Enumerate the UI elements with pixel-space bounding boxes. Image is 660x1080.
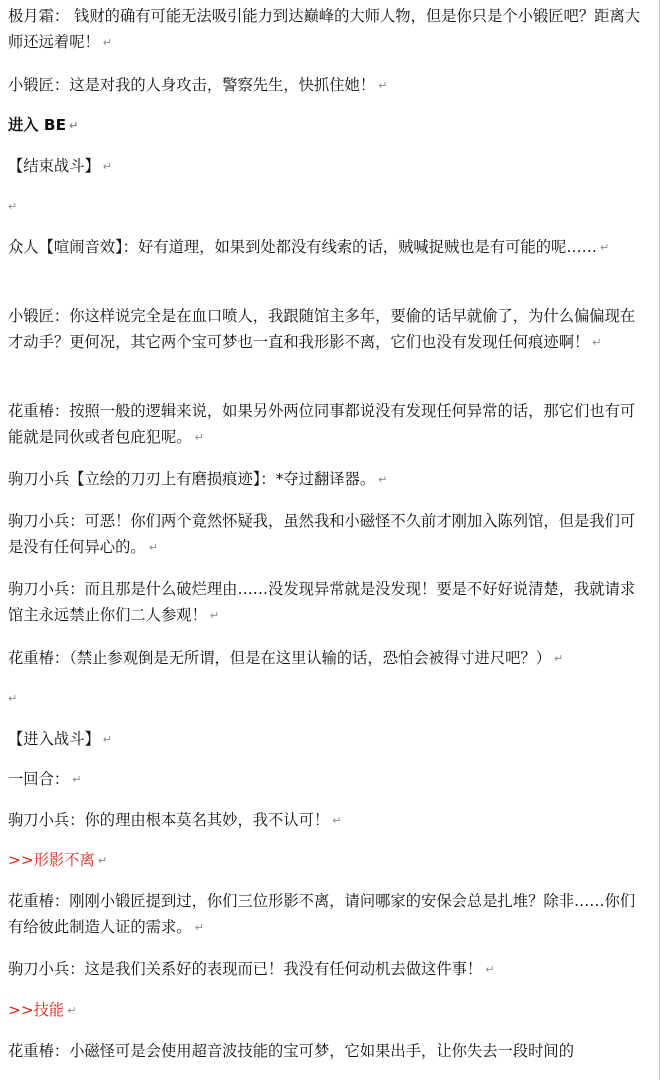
paragraph-mark-icon: ↵: [194, 921, 204, 934]
paragraph-mark-icon: ↵: [378, 79, 388, 92]
paragraph-18: [8, 888, 646, 941]
paragraph-text: 【进入战斗】: [8, 730, 100, 748]
paragraph-text: 花重椿：按照一般的逻辑来说，如果另外两位同事都说没有发现任何异常的话，那它们也有可能就是同伙或者包庇犯呢。: [8, 402, 636, 446]
paragraph-text: 驹刀小兵【立绘的刀刃上有磨损痕迹】：*夺过翻译器。: [8, 470, 376, 488]
paragraph-21: [8, 1038, 646, 1064]
paragraph-mark-icon: ↵: [67, 1004, 77, 1017]
paragraph-20: [8, 997, 646, 1024]
paragraph-text: 驹刀小兵：可恶！你们两个竟然怀疑我，虽然我和小磁怪不久前才刚加入陈列馆，但是我们可是没有任何异心的。: [8, 512, 636, 556]
paragraph-2: [8, 72, 646, 99]
paragraph-11: [8, 576, 646, 629]
paragraph-text: 花重椿：小磁怪可是会使用超音波技能的宝可梦，它如果出手，让你失去一段时间的: [8, 1042, 574, 1060]
paragraph-mark-icon: ↵: [69, 119, 79, 132]
paragraph-mark-icon: ↵: [332, 814, 342, 827]
paragraph-mark-icon: ↵: [102, 733, 113, 746]
paragraph-text: 极月霜： 钱财的确有可能无法吸引能力到达巅峰的大师人物，但是你只是个小锻匠吧？距离大师还远着呢！: [8, 7, 641, 51]
paragraph-text: 驹刀小兵：这是我们关系好的表现而已！我没有任何动机去做这件事！: [8, 960, 483, 978]
paragraph-mark-icon: ↵: [102, 160, 113, 173]
paragraph-text: 驹刀小兵：而且那是什么破烂理由……没发现异常就是没发现！要是不好好说清楚，我就请求馆主永远禁止你们二人参观！: [8, 580, 636, 624]
paragraph-text: 小锻匠：你这样说完全是在血口喷人，我跟随馆主多年，要偷的话早就偷了，为什么偏偏现在才动手？更何况，其它两个宝可梦也一直和我形影不离，它们也没有发现任何痕迹啊！: [8, 307, 636, 351]
paragraph-13-empty: [8, 685, 646, 712]
paragraph-text: 驹刀小兵：你的理由根本莫名其妙，我不认可！: [8, 811, 330, 829]
paragraph-16: [8, 807, 646, 834]
paragraph-3: [8, 112, 646, 139]
paragraph-10: [8, 508, 646, 561]
paragraph-6: [8, 234, 646, 261]
paragraph-mark-icon: ↵: [485, 963, 495, 976]
paragraph-mark-icon: ↵: [8, 692, 18, 705]
paragraph-text: 【结束战斗】: [8, 157, 100, 175]
paragraph-17: [8, 847, 646, 874]
paragraph-9: [8, 466, 646, 493]
paragraph-mark-icon: ↵: [8, 200, 18, 213]
paragraph-mark-icon: ↵: [72, 773, 82, 786]
paragraph-text: 花重椿：刚刚小锻匠提到过，你们三位形影不离，请问哪家的安保会总是扎堆？除非……你们有给彼此制造人证的需求。: [8, 892, 636, 936]
paragraph-mark-icon: ↵: [378, 473, 388, 486]
paragraph-mark-icon: ↵: [209, 609, 220, 622]
paragraph-text: >>技能: [8, 1001, 65, 1019]
paragraph-4: [8, 153, 646, 180]
paragraph-text: 花重椿：（禁止参观倒是无所谓，但是在这里认输的话，恐怕会被得寸进尺吧？）: [8, 649, 552, 667]
paragraph-text: 一回合：: [8, 770, 70, 788]
paragraph-15: [8, 766, 646, 793]
paragraph-text: 小锻匠：这是对我的人身攻击，警察先生，快抓住她！: [8, 76, 376, 94]
paragraph-5-empty: [8, 193, 646, 220]
paragraph-text: >>形影不离: [8, 851, 95, 869]
paragraph-mark-icon: ↵: [592, 336, 602, 349]
paragraph-mark-icon: ↵: [102, 36, 113, 49]
paragraph-7: [8, 303, 646, 356]
paragraph-12: [8, 645, 646, 672]
paragraph-text: 进入 BE: [8, 116, 67, 134]
paragraph-1: [8, 3, 646, 56]
paragraph-mark-icon: ↵: [148, 541, 158, 554]
paragraph-8: [8, 398, 646, 451]
paragraph-14: [8, 726, 646, 753]
paragraph-mark-icon: ↵: [194, 431, 204, 444]
paragraph-19: [8, 956, 646, 983]
paragraph-mark-icon: ↵: [97, 854, 108, 867]
paragraph-mark-icon: ↵: [554, 652, 564, 665]
paragraph-mark-icon: ↵: [599, 241, 610, 254]
paragraph-text: 众人【喧闹音效】：好有道理，如果到处都没有线索的话，贼喊捉贼也是有可能的呢……: [8, 238, 597, 256]
